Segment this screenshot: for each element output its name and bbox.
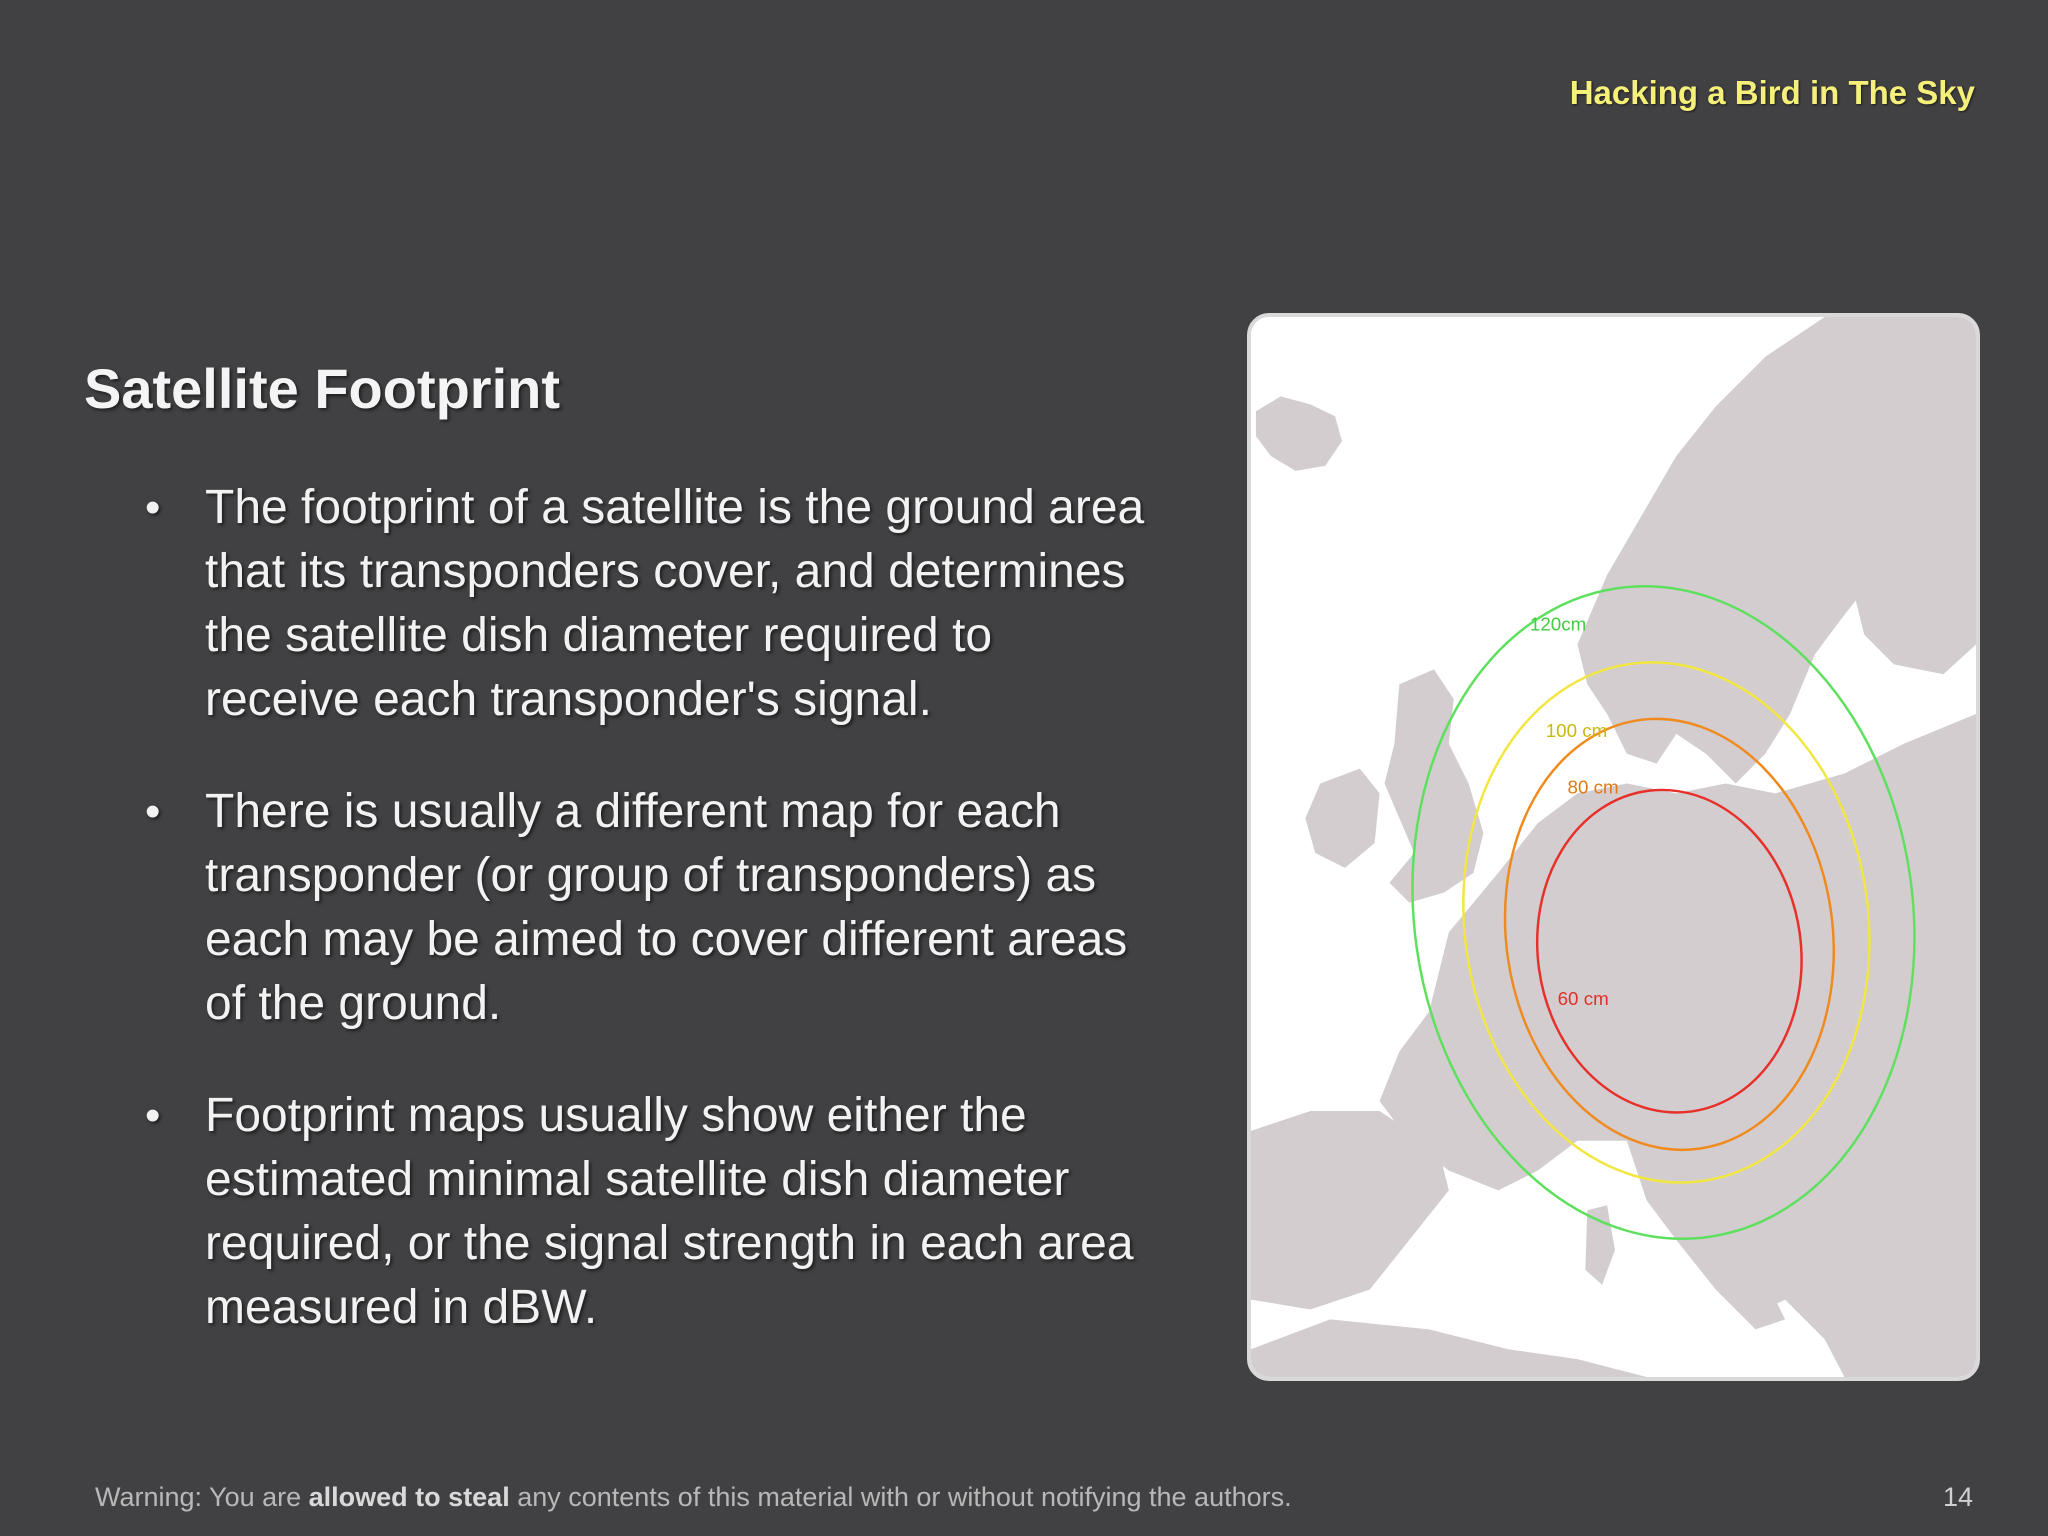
contour-label-60cm: 60 cm — [1557, 987, 1609, 1009]
bullet-text: Footprint maps usually show either the estimated minimal satellite dish diameter required, or the signal strength in each area measured in dBW. — [205, 1089, 1134, 1334]
bullet-item — [145, 476, 1245, 732]
contour-label-100cm: 100 cm — [1545, 719, 1608, 741]
bullet-point-icon: • — [145, 787, 161, 836]
presentation-title: Hacking a Bird in The Sky — [1569, 74, 1975, 111]
bullet-item — [145, 1084, 1245, 1340]
bullet-text: The footprint of a satellite is the ground area that its transponders cover, and determines the satellite dish diameter required to receive each transponder's signal. — [205, 481, 1145, 726]
slide-title: Satellite Footprint — [84, 357, 560, 420]
page-number: 14 — [1942, 1482, 1973, 1512]
warning-bold: allowed to steal — [308, 1482, 510, 1512]
contour-label-80cm: 80 cm — [1567, 776, 1619, 798]
contour-label-120cm: 120cm — [1529, 613, 1587, 635]
europe-map-svg — [1251, 317, 1976, 1377]
footprint-map — [1247, 313, 1980, 1381]
warning-suffix: any contents of this material with or without notifying the authors. — [509, 1482, 1292, 1512]
bullet-text: There is usually a different map for each transponder (or group of transponders) as each may be aimed to cover different areas of the ground. — [205, 785, 1128, 1030]
bullet-point-icon: • — [145, 1091, 161, 1140]
bullet-point-icon: • — [145, 483, 161, 532]
bullet-list — [145, 476, 1245, 1388]
bullet-item — [145, 780, 1245, 1036]
footer-warning — [95, 1482, 1292, 1513]
warning-prefix: Warning: You are — [95, 1482, 309, 1512]
